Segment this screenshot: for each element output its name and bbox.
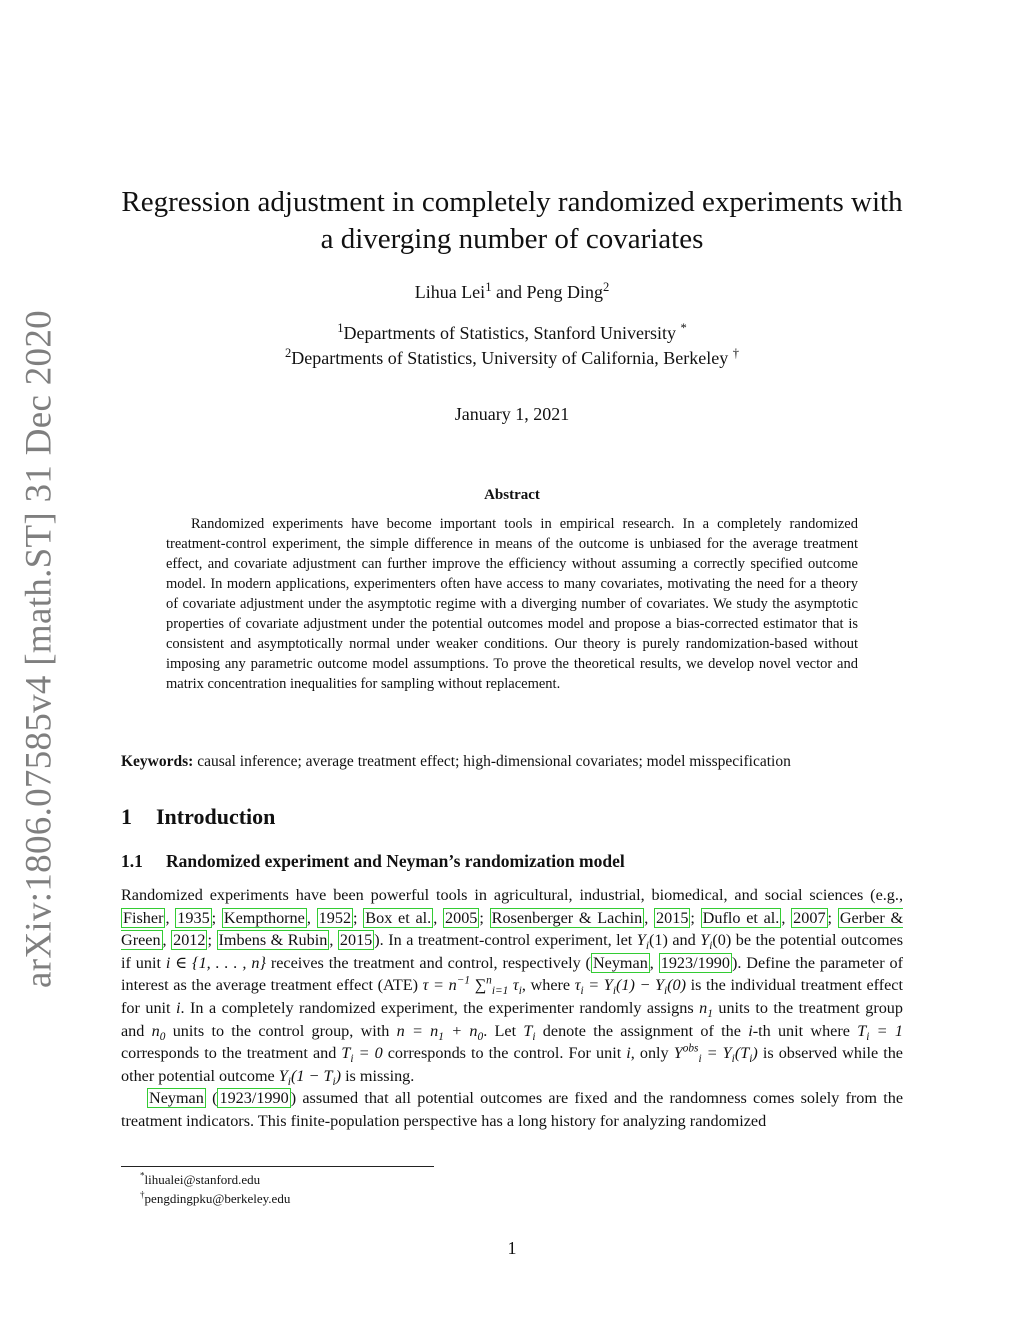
paragraph-1: Randomized experiments have been powerful tools in agricultural, industrial, biomedical, and social sciences (e.g., Fisher , 1935 ; Kempthorne , 1952 ; Box et al. , 2005 ; Rosenberger & Lachin , 2015 ; Duflo et al. , 2007 ; Gerber & Green , 2012 ; Imbens & Rubin , 2015 ). In a treatment-control experiment, let $Y_i(1)$ and $Y_i(0)$ be the potential outcomes if unit i ∈ {1, . . . , n} receives the treatment and control, respectively ( Neyman , 1923/1990 ). Define the parameter of interest as the average treatment effect (ATE) $\tau = n^{-1}$ ∑$^n_{i=1}$ $\tau_i$, where $\tau_i = Y_i(1) - Y_i(0)$ is the individual treatment effect for unit i. In a completely randomized experiment, the experimenter randomly assigns $n_1$ units to the treatment group and $n_0$ units to the control group, with $n = n_1 + n_0$. Let $T_i$ denote the assignment of the i-th unit where $T_i = 1$ corresponds to the treatment and $T_i = 0$ corresponds to the control. For unit i, only $Y^{obs}_i = Y_i(T_i)$ is observed while the other potential outcome $Y_i(1 - T_i)$ is missing. <box>121 886 904 1088</box>
math-run: + n <box>443 1021 478 1040</box>
text-run: . In a completely randomized experiment, the experimenter randomly assigns <box>180 998 700 1017</box>
math <box>422 974 522 998</box>
title-line-2: a diverging number of covariates <box>320 223 704 255</box>
math-run: (1) − Y <box>615 976 664 995</box>
text-run: units to the control group, with <box>165 1021 397 1040</box>
text-run: and <box>667 931 701 950</box>
body-text <box>121 884 903 1133</box>
math-sub: i <box>287 1075 291 1088</box>
math <box>341 1044 383 1066</box>
affil-1-star: * <box>680 321 687 335</box>
footnote-2-mark: † <box>140 1189 145 1200</box>
math-sub: i=1 <box>491 985 509 998</box>
keywords <box>121 753 911 771</box>
text-run: ). In a treatment-control experiment, let <box>374 931 637 950</box>
math-sub: i <box>645 940 649 953</box>
text-run: corresponds to the treatment and <box>121 1044 342 1063</box>
math-sub: i <box>612 985 616 998</box>
text-run: is the individual treatment effect for unit <box>121 976 903 1017</box>
citation-link[interactable]: Fisher <box>123 908 164 927</box>
citation-link[interactable]: Duflo et al. <box>702 908 780 927</box>
footnote-2-email: pengdingpku@berkeley.edu <box>144 1191 291 1206</box>
citation-link[interactable]: Neyman <box>149 1089 204 1108</box>
math-run: (0) <box>667 976 687 995</box>
math <box>523 1021 536 1043</box>
math-run: n <box>699 998 708 1017</box>
math-run: Y <box>636 931 646 950</box>
math-run: Y <box>673 1044 683 1063</box>
section-title: Introduction <box>156 804 276 829</box>
text-run: . Let <box>483 1021 524 1040</box>
text-run: is observed while the other potential outcome <box>121 1044 903 1085</box>
citation-link[interactable]: 2015 <box>339 931 373 950</box>
math <box>151 1021 166 1043</box>
text-run: is missing. <box>341 1066 415 1085</box>
math-sup: −1 <box>456 974 470 987</box>
affiliation-2 <box>0 346 1024 371</box>
math-run: (1 − T <box>290 1066 333 1085</box>
abstract-text: Randomized experiments have become important tools in empirical research. In a completely randomized treatment-control experiment, the simple difference in means of the outcome is unbiased for the average treatment effect, and covariate adjustment can further improve the efficiency without assuming a correctly specified outcome model. In modern applications, experimenters often have access to many covariates, motivating the need for a theory of covariate adjustment under the asymptotic regime with a diverging number of covariates. We study the asymptotic properties of covariate adjustment under the potential outcomes model and propose a bias-corrected estimator that is consistent and asymptotically normal under weaker conditions. Our theory is purely randomization-based without imposing any parametric outcome model assumptions. To prove the theoretical results, we develop novel vector and matrix concentration inequalities for sampling without replacement. <box>166 516 858 692</box>
math-sub: i <box>532 1030 536 1043</box>
math-run: i ∈ {1, . . . , n} <box>165 953 266 972</box>
math-run: i <box>626 1044 631 1063</box>
affil-2-mark: 2 <box>285 346 292 360</box>
text-run: Randomized experiments have been powerful tools in agricultural, industrial, biomedical, and social sciences (e.g., <box>121 886 903 904</box>
page-number: 1 <box>507 1238 517 1258</box>
paper-title <box>100 184 924 258</box>
citation-link[interactable]: Rosenberger & Lachin <box>491 908 643 927</box>
math-run: = Y <box>701 1044 732 1063</box>
math-run: n = n <box>396 1021 439 1040</box>
math <box>699 998 713 1021</box>
text-run: be the potential outcomes if unit <box>121 931 904 972</box>
math-run: Y <box>278 1066 288 1085</box>
author-2-mark: 2 <box>602 280 610 294</box>
math-sub: 0 <box>159 1030 166 1043</box>
text-run: denote the assignment of the <box>535 1021 749 1040</box>
text-run: ) assumed that all potential outcomes are fixed and the randomness comes solely from the treatment indicators. This finite-population perspective has a long history for analyzing randomized <box>121 1089 903 1130</box>
math-run: i <box>176 998 181 1017</box>
math <box>636 931 649 953</box>
footnote-rule <box>121 1166 434 1167</box>
paper-date: January 1, 2021 <box>454 404 570 424</box>
citation-link[interactable]: 1923/1990 <box>219 1089 289 1108</box>
subsection-number: 1.1 <box>121 851 143 871</box>
citation-link[interactable]: 2012 <box>173 931 206 950</box>
text-run: units to the treatment group and <box>121 998 903 1040</box>
math-sup: n <box>486 974 492 987</box>
math-run: = Y <box>583 976 613 995</box>
math-run: ) <box>335 1066 342 1085</box>
math-run: τ <box>574 976 581 995</box>
math-run: T <box>523 1021 533 1040</box>
section-heading <box>121 804 275 830</box>
math <box>278 1066 342 1088</box>
arxiv-sidebar-stamp <box>8 310 70 988</box>
citation-link[interactable]: Neyman <box>592 953 648 972</box>
author-1: Lihua Lei <box>414 282 486 302</box>
math-run: = 1 <box>869 1021 903 1040</box>
math-sub: i <box>731 1053 735 1066</box>
affiliation-1 <box>0 321 1024 346</box>
math <box>673 1042 758 1066</box>
footnote-1-email: lihualei@stanford.edu <box>144 1172 261 1187</box>
math-sub: 1 <box>707 1008 713 1021</box>
footnote-1-mark: * <box>140 1170 145 1181</box>
math <box>574 976 687 998</box>
math-run: T <box>341 1044 351 1063</box>
math-run: (1) <box>648 931 668 950</box>
affil-1-text: Departments of Statistics, Stanford University <box>343 323 676 343</box>
text-run: -th unit where <box>752 1021 858 1040</box>
math-sub: i <box>664 985 668 998</box>
math <box>396 1021 484 1043</box>
math <box>857 1021 903 1043</box>
math-run: Y <box>700 931 710 950</box>
math-sub: 1 <box>438 1030 444 1043</box>
text-run: corresponds to the control. For unit <box>382 1044 627 1063</box>
citation-link[interactable]: Imbens & Rubin <box>218 931 328 950</box>
citation-link[interactable]: 1923/1990 <box>660 953 730 972</box>
math-run: T <box>857 1021 867 1040</box>
math-run: (0) <box>712 931 732 950</box>
citation-link[interactable]: 2005 <box>445 908 478 927</box>
citation-link[interactable]: 2007 <box>793 908 826 927</box>
citation-link[interactable]: Gerber & Green <box>121 908 904 950</box>
affiliations <box>0 321 1024 371</box>
math-sub: i <box>709 940 713 953</box>
math-run: ) <box>752 1044 758 1063</box>
footnote-1 <box>140 1172 260 1188</box>
text-run: , where <box>521 976 575 995</box>
keywords-label: Keywords: <box>121 753 194 770</box>
authors <box>0 282 1024 303</box>
citation-link[interactable]: 2015 <box>656 908 689 927</box>
paragraph-2 <box>121 1087 903 1132</box>
subsection-heading <box>121 851 625 872</box>
math-run: (T <box>734 1044 750 1063</box>
math-run: ∑ <box>470 976 487 995</box>
math <box>700 931 713 953</box>
affil-2-dagger: † <box>732 346 739 360</box>
math-run: τ = n <box>422 976 457 995</box>
math-sub: i <box>698 1053 702 1066</box>
abstract-heading: Abstract <box>484 487 540 503</box>
keywords-text: causal inference; average treatment effect; high-dimensional covariates; model misspecification <box>193 753 791 770</box>
footnote-2 <box>140 1191 290 1207</box>
math-run: i <box>748 1021 753 1040</box>
math-sub: i <box>749 1053 753 1066</box>
math-sub: i <box>332 1075 336 1088</box>
citation-link[interactable]: Box et al. <box>365 908 432 927</box>
math-sub: i <box>350 1053 354 1066</box>
text-run: ). Define the parameter of interest as the average treatment effect (ATE) <box>121 953 903 995</box>
affil-1-mark: 1 <box>337 321 344 335</box>
text-run: ( <box>205 1089 218 1108</box>
arxiv-id: arXiv:1806.07585v4 [math.ST] 31 Dec 2020 <box>18 310 60 988</box>
author-1-mark: 1 <box>485 280 492 294</box>
math-run: τ <box>508 976 519 995</box>
author-2: and Peng Ding <box>491 282 603 302</box>
citation-link[interactable]: Kempthorne <box>223 908 305 927</box>
title-line-1: Regression adjustment in completely randomized experiments with <box>121 186 903 218</box>
math-sup: obs <box>682 1042 699 1055</box>
text-run: , only <box>630 1044 674 1063</box>
citation-link[interactable]: 1952 <box>318 908 352 927</box>
math-sub: i <box>580 985 584 998</box>
subsection-title: Randomized experiment and Neyman’s randomization model <box>166 851 625 871</box>
math-sub: i <box>518 985 522 998</box>
math-sub: 0 <box>477 1030 484 1043</box>
citation-link[interactable]: 1935 <box>177 908 210 927</box>
math-run: n <box>151 1021 160 1040</box>
math-run: = 0 <box>353 1044 383 1063</box>
section-number: 1 <box>121 804 132 829</box>
math-sub: i <box>866 1030 870 1043</box>
affil-2-text: Departments of Statistics, University of California, Berkeley <box>291 348 729 368</box>
text-run: receives the treatment and control, respectively ( <box>265 953 591 972</box>
